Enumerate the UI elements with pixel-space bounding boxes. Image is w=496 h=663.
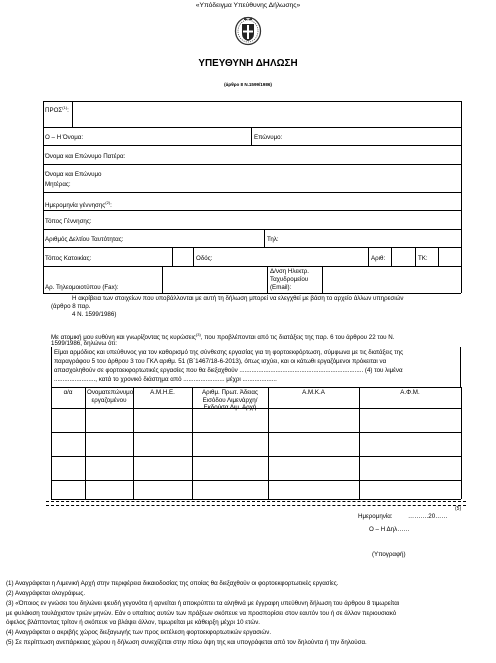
continuation-divider-1 — [46, 501, 466, 502]
statement-line2: 1599/1986, δηλώνω ότι: — [51, 340, 117, 347]
birthplace-label: Τόπος Γέννησης: — [45, 218, 92, 225]
declaration-line3: απασχοληθούν σε φορτοεκφορτωτικές εργασίες που θα διεξαχθούν ........................................................................ (4) του λιμένα — [54, 367, 403, 374]
fax-label: Αρ. Τηλεομοιοτύπου (Fax): — [45, 284, 119, 291]
column-header-amie: Α.Μ.Η.Ε. — [150, 389, 175, 396]
column-header-worker-name: Ονοματεπώνυμο εργαζομένου — [87, 389, 134, 404]
notice-line1: Η ακρίβεια των στοιχείων που υποβάλλονται με αυτή τη δήλωση μπορεί να ελεγχθεί με βάση το αρχείο άλλων υπηρεσιών — [72, 295, 404, 302]
footnote-1: (1) Αναγράφεται η Λιμενική Αρχή στην περιφέρεια δικαιοδοσίας της οποίας θα διεξαχθούν οι φορτοεκφορτωτικές εργασίες. — [6, 580, 339, 587]
surname-label: Επώνυμο: — [254, 134, 283, 141]
notice-line2: (άρθρο 8 παρ. — [51, 303, 91, 310]
mother-name-label-line2: Μητέρας: — [45, 181, 71, 188]
declaration-line1: Είμαι αρμόδιος και υπεύθυνος για τον καθορισμό της σύνθεσης εργασίας για τη φορτοεκφόρτωση, σύμφωνα με τις διατάξεις της — [54, 349, 404, 356]
postcode-label: ΤΚ: — [418, 255, 428, 262]
coat-of-arms-icon — [234, 14, 262, 46]
declarant-label: Ο – Η Δηλ…… — [369, 526, 410, 533]
residence-label: Τόπος Κατοικίας: — [45, 255, 92, 262]
father-name-label: Όνομα και Επώνυμο Πατέρα: — [45, 153, 126, 160]
name-label: Ο – Η Όνομα: — [45, 134, 84, 141]
birthdate-label: Ημερομηνία γέννησης$^{(2)}$: — [45, 200, 112, 210]
continuation-note: (5) — [455, 506, 462, 512]
to-label: ΠΡΟΣ$^{(1)}$: — [45, 105, 69, 115]
document-title: ΥΠΕΥΘΥΝΗ ΔΗΛΩΣΗ — [198, 58, 298, 69]
statement-line1: Με ατομική μου ευθύνη και γνωρίζοντας τις κυρώσεις$^{(3)}$, που προβλέπονται από τις διατάξεις της παρ. 6 του άρθρου 22 του Ν. — [51, 332, 395, 342]
date-value: ……….20…… — [408, 513, 448, 520]
footnote-4: (4) Αναγράφεται ο ακριβής χώρος διεξαγωγής των προς εκτέλεση φορτοεκφορτωτικών εργασιών. — [6, 629, 272, 636]
footnote-3-line3: όφελος βλάπτοντας τρίτον ή σκόπευε να βλάψει άλλον, τιμωρείται με κάθειρξη μέχρι 10 ετών. — [6, 619, 261, 626]
email-label-line3: (Email): — [270, 284, 292, 291]
signature-label: (Υπογραφή) — [372, 551, 406, 558]
model-caption: «Υπόδειγμα Υπεύθυνης Δήλωσης» — [195, 2, 301, 9]
column-header-permit: Αριθμ. Πρωτ. Άδειας Εισόδου Λιμενάρχη/ Εκδούσα Λιμ. Αρχή — [201, 389, 258, 411]
column-header-amka: Α.Μ.Κ.Α — [302, 389, 325, 396]
declaration-line2: παραγράφου 5 του άρθρου 3 του ΓΚΛ αριθμ. 51 (Β΄1467/18-6-2013), όπως ισχύει, και οι κάτωθι εργαζόμενοι πρόκειται να — [54, 358, 387, 365]
document-subtitle: (άρθρο 8 Ν.1599/1986) — [224, 82, 272, 87]
date-label: Ημερομηνία: — [358, 513, 393, 520]
column-header-aa: α/α — [63, 389, 73, 396]
mother-name-label-line1: Όνομα και Επώνυμο — [45, 171, 102, 178]
email-label-line2: Ταχυδρομείου — [270, 276, 309, 283]
id-number-label: Αριθμός Δελτίου Ταυτότητας: — [45, 236, 124, 243]
notice-line3: 4 Ν. 1599/1986) — [72, 311, 117, 318]
footnote-3-line2: με φυλάκιση τουλάχιστον τριών μηνών. Εάν ο υπαίτιος αυτών των πράξεων σκόπευε να προσπορίσει στον εαυτόν του ή σε άλλον περιουσιακό — [6, 610, 397, 617]
street-label: Οδός: — [196, 255, 213, 262]
footnote-5: (5) Σε περίπτωση ανεπάρκειας χώρου η δήλωση συνεχίζεται στην πίσω όψη της και υπογράφεται από τον δηλούντα ή την δηλούσα. — [6, 639, 367, 646]
email-label-line1: Δ/νση Ηλεκτρ. — [270, 268, 310, 275]
footnote-3: (3) «Όποιος εν γνώσει του δηλώνει ψευδή γεγονότα ή αρνείται ή αποκρύπτει τα αληθινά με έγγραφη υπεύθυνη δήλωση του άρθρου 8 τιμωρείται — [6, 600, 400, 607]
footnote-2: (2) Αναγράφεται ολογράφως. — [6, 590, 86, 597]
street-number-label: Αριθ: — [371, 255, 386, 262]
phone-label: Τηλ: — [267, 236, 279, 243]
column-header-afm: Α.Φ.Μ. — [400, 389, 420, 396]
continuation-divider-2 — [46, 505, 466, 506]
declaration-line4: ........................, κατά το χρονικό διάστημα από ........................ μέχρι .................... — [54, 376, 277, 383]
